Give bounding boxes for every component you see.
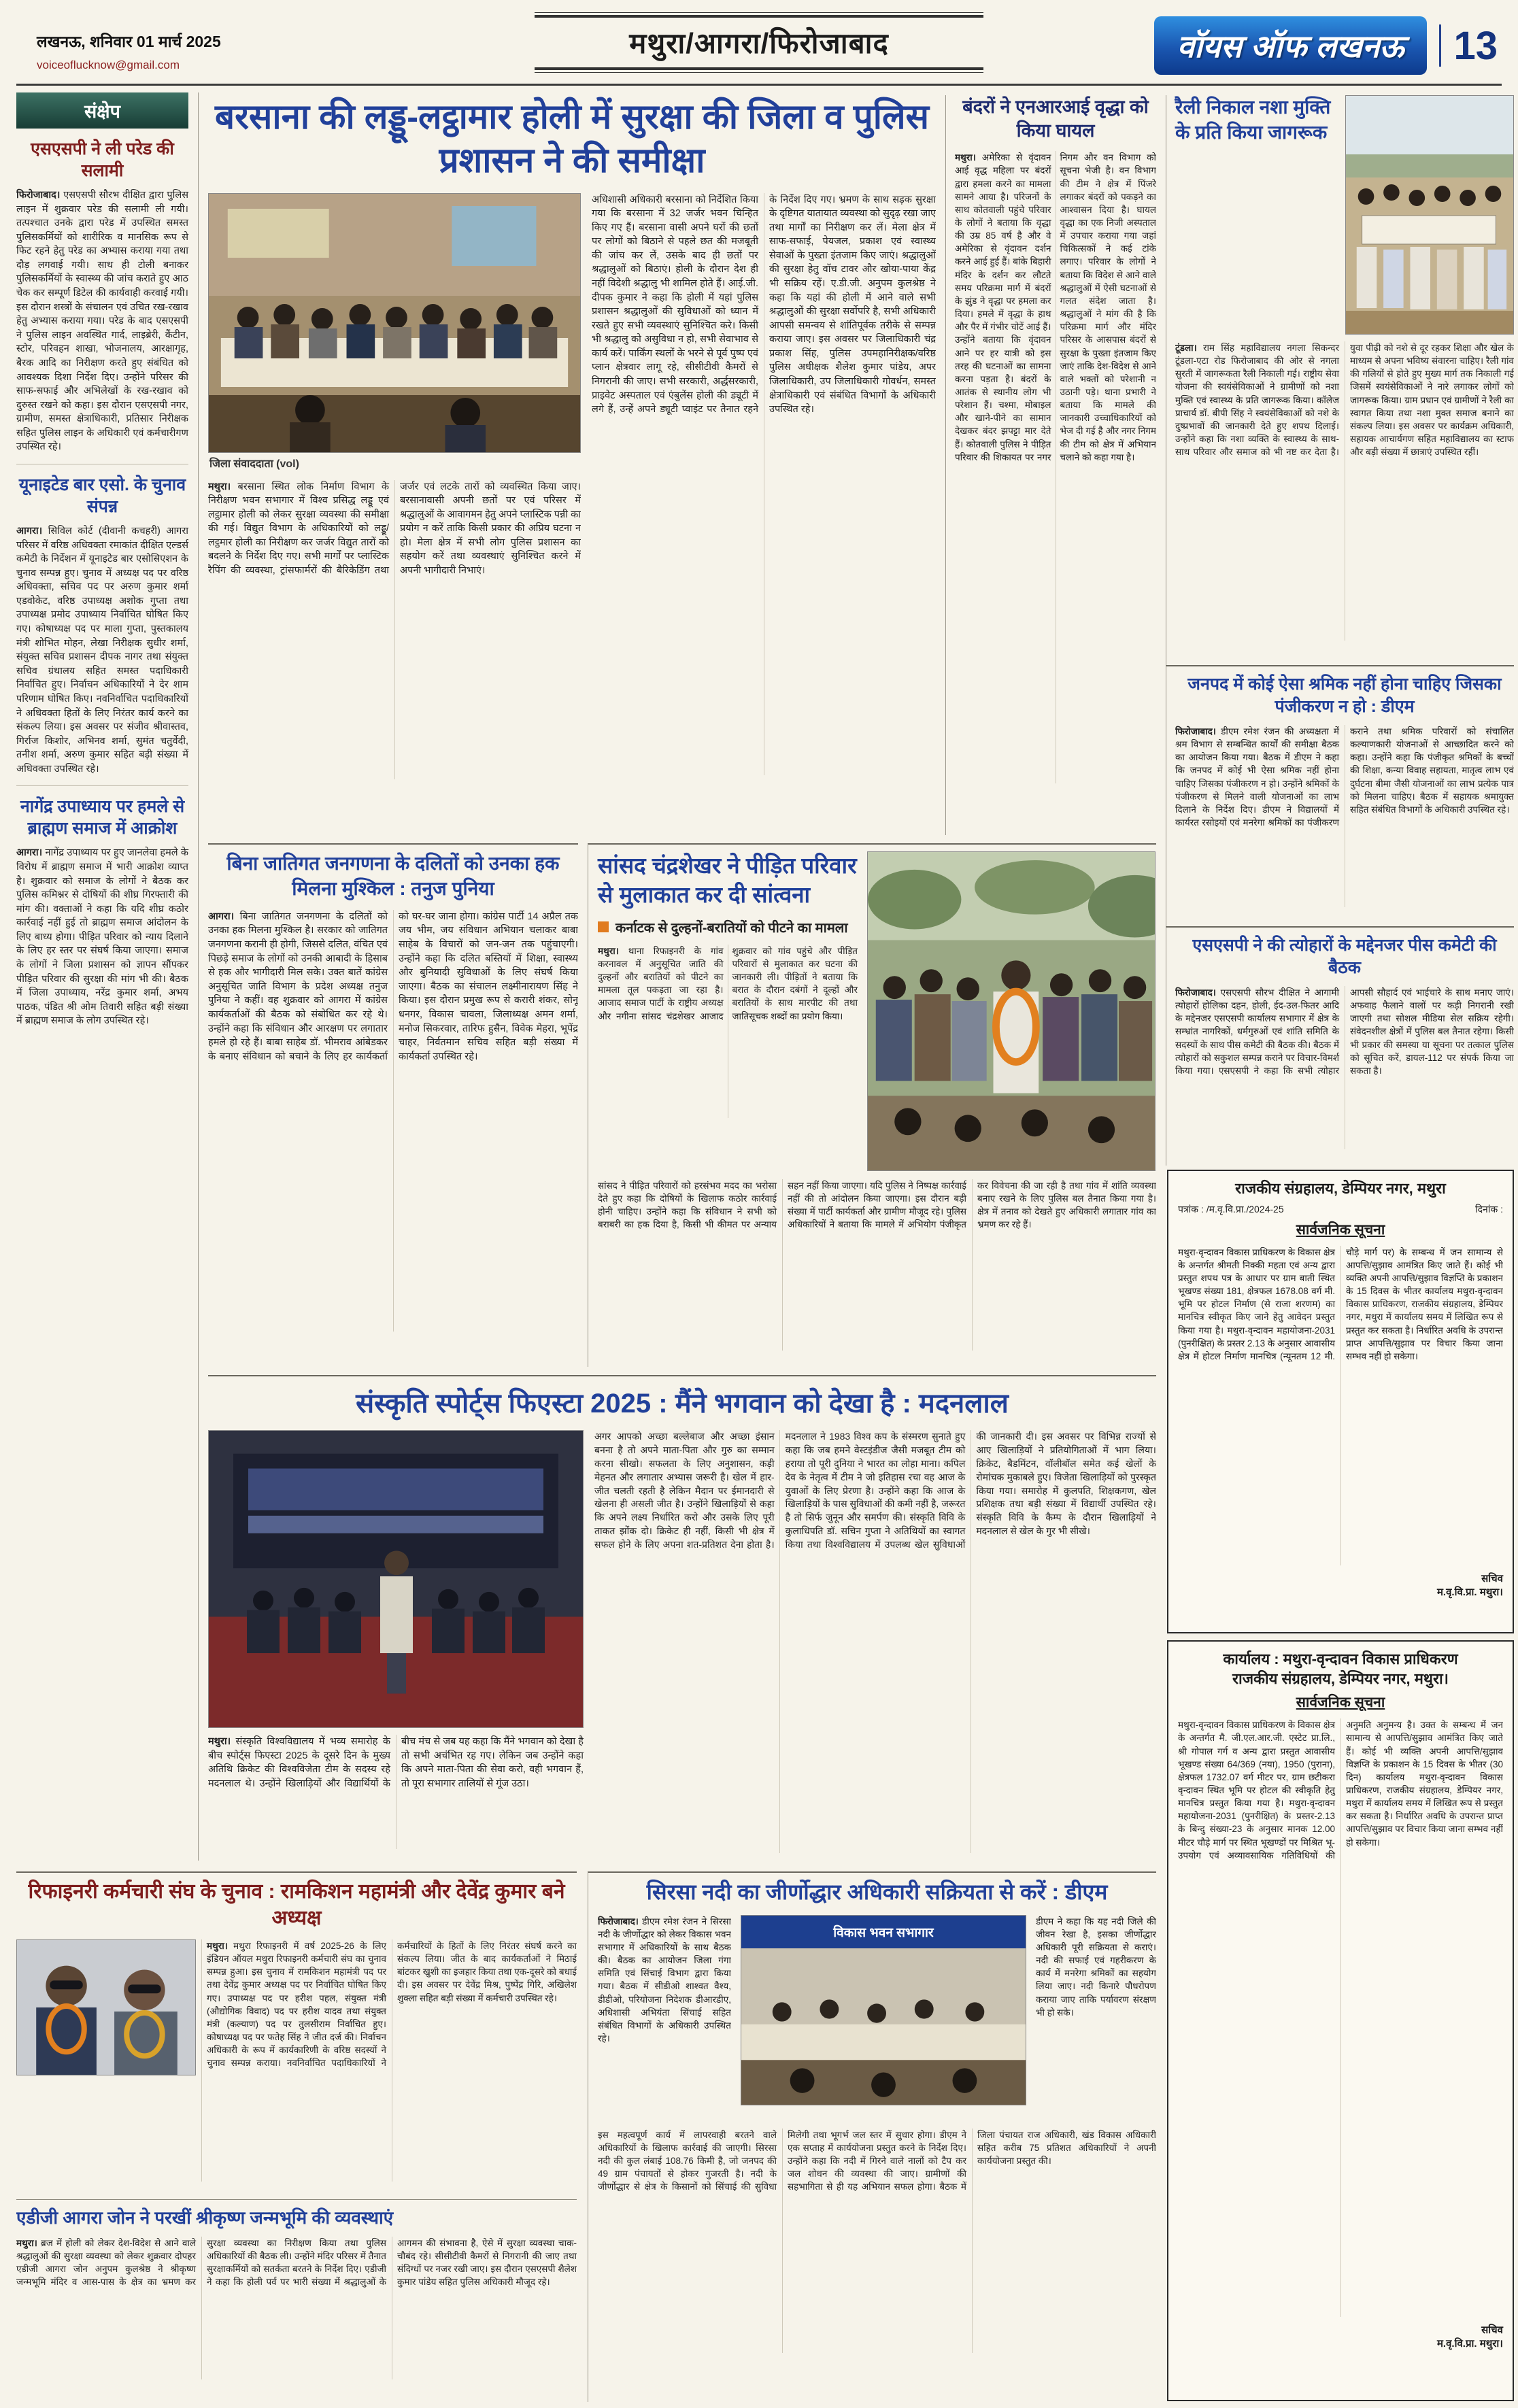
public-notice-authority [1167,1640,1514,2401]
sirsa-body-right: डीएम ने कहा कि यह नदी जिले की जीवन रेखा है, इसका जीर्णोद्धार अधिकारी पूरी सक्रियता से कराएं। नदी की सफाई एवं गहरीकरण के कार्य में मनरेगा श्रमिकों का सहयोग लिया जाए। नदी किनारे पौधरोपण कराया जाए ताकि पर्यावरण संरक्षण भी हो सके। [1036,1916,1156,2018]
briefs-section-title: संक्षेप [16,92,188,129]
chandra-crowd-photo [867,851,1156,1171]
adg-body-text: मथुरा। ब्रज में होली को लेकर देश-विदेश से आने वाले श्रद्धालुओं की सुरक्षा व्यवस्था को लेकर शुक्रवार दोपहर एडीजी आगरा जोन अनुपम कुलश्रेष्ठ ने श्रीकृष्ण जन्मभूमि मंदिर व आस-पास के क्षेत्र का भ्रमण कर सुरक्षा व्यवस्था का निरीक्षण किया तथा पुलिस अधिकारियों की बैठक ली। उन्होंने मंदिर परिसर में तैनात सुरक्षाकर्मियों को सतर्कता बरतने के निर्देश दिए। एडीजी ने कहा कि होली पर्व पर भारी संख्या में श्रद्धालुओं के आगमन की संभावना है, ऐसे में सुरक्षा व्यवस्था चाक-चौबंद रहे। सीसीटीवी कैमरों से निगरानी की जाए तथा संदिग्धों पर नजर रखी जाए। इस दौरान एसएसपी शैलेश कुमार पांडेय सहित पुलिस अधिकारी मौजूद रहे। [16,2237,577,2288]
tanuj-body-text: आगरा। बिना जातिगत जनगणना के दलितों को उनका हक मिलना मुश्किल है। सरकार को जातिगत जनगणना करानी ही होगी, जिससे दलित, वंचित एवं पिछड़े समाज के लोगों को उनकी आबादी के हिसाब से हक और भागीदारी मिल सके। उक्त बातें कांग्रेस अनुसूचित जाति विभाग के प्रदेश अध्यक्ष तनुज पुनिया ने कहीं। वह शुक्रवार को आगरा में कांग्रेस कार्यकर्ताओं की बैठक को संबोधित कर रहे थे। उन्होंने कहा कि संविधान और आरक्षण पर लगातार हमले हो रहे हैं। बाबा साहेब डॉ. भीमराव आंबेडकर के बनाए संविधान को बचाने के लिए हर कार्यकर्ता को घर-घर जाना होगा। कांग्रेस पार्टी 14 अप्रैल तक जय भीम, जय संविधान अभियान चलाकर बाबा साहेब के विचारों को जन-जन तक पहुंचाएगी। उन्होंने कहा कि दलित बस्तियों में शिक्षा, स्वास्थ्य और बुनियादी सुविधाओं के लिए संघर्ष किया जाएगा। बैठक का संचालन लक्ष्मीनारायण सिंह ने किया। इस दौरान प्रमुख रूप से करारी शंकर, सोनू धनगर, विकास चावला, जिलाध्यक्ष अमन शर्मा, मनोज सिकरवार, तारिफ हुसैन, विवेक मेहरा, भूपेंद्र चाहर, निर्वतमान सचिव सहित बड़ी संख्या में कार्यकर्ता उपस्थित रहे। [208,911,578,1062]
refinery-winners-photo [16,1939,196,2075]
chandra-kicker: कर्नाटक से दुल्हनों-बरातियों को पीटने का मामला [598,918,858,936]
rally-headline: रैली निकाल नशा मुक्ति के प्रति किया जागरूक [1175,97,1331,143]
notice-body: मथुरा-वृन्दावन विकास प्राधिकरण के विकास क्षेत्र के अन्तर्गत श्रीमती निक्की महता एवं अन्य द्वारा प्रस्तुत शपथ पत्र के आधार पर ग्राम बाती स्थित भूखण्ड संख्या 181, क्षेत्रफल 1678.08 वर्ग मी. भूमि पर होटल निर्माण (से राजा शरणम) का मानचित्र स्वीकृत किए जाने हेतु आवेदन प्रस्तुत किया गया है। मथुरा-वृन्दावन महायोजना-2031 (पुनरीक्षित) के प्रस्तर 2.13 के अनुसार आवासीय क्षेत्र में होटल निर्माण मानचित्र (न्यूनतम 12 मी. चौड़े मार्ग पर) के सम्बन्ध में जन सामान्य से आपत्ति/सुझाव आमंत्रित किए जाते हैं। कोई भी व्यक्ति अपनी आपत्ति/सुझाव विज्ञप्ति के प्रकाशन के 15 दिवस के भीतर कार्यालय मथुरा-वृन्दावन विकास प्राधिकरण, राजकीय संग्रहालय, डेम्पियर नगर, मथुरा में कार्यालय समय में लिखित रूप से प्रस्तुत कर सकता है। निर्धारित अवधि के उपरान्त प्राप्त आपत्ति/सुझाव पर विचार किया जाना सम्भव नहीं हो सकेगा। [1178,1247,1503,1361]
notice-date-label: दिनांक : [1475,1203,1503,1215]
briefs-sidebar [16,92,199,1861]
dm-labour-body-text: फिरोजाबाद। डीएम रमेश रंजन की अध्यक्षता में श्रम विभाग से सम्बन्धित कार्यों की समीक्षा बैठक का आयोजन किया गया। बैठक में डीएम ने कहा कि जनपद में कोई भी ऐसा श्रमिक नहीं होना चाहिए जिसका पंजीकरण न हो। उन्होंने श्रमिकों के पंजीकरण से मिलने वाली योजनाओं का लाभ दिलाने के निर्देश दिए। डीएम ने विद्यालयों में कार्यरत रसोइयों एवं मनरेगा श्रमिकों का पंजीकरण कराने तथा श्रमिक परिवारों को संचालित कल्याणकारी योजनाओं से आच्छादित करने को कहा। उन्होंने कहा कि पंजीकृत श्रमिकों के बच्चों की शिक्षा, कन्या विवाह सहायता, मातृत्व लाभ एवं दुर्घटना बीमा जैसी योजनाओं का लाभ प्रत्येक पात्र को मिलना चाहिए। बैठक में सहायक श्रमायुक्त सहित संबंधित विभागों के अधिकारी उपस्थित रहे। [1175,726,1514,828]
publisher-email: voiceoflucknow@gmail.com [37,58,180,71]
masthead-divider [1439,24,1441,67]
peace-body-text: फिरोजाबाद। एसएसपी सौरभ दीक्षित ने आगामी त्योहारों होलिका दहन, होली, ईद-उल-फितर आदि के मद्देनजर एसएसपी कार्यालय सभागार में क्षेत्र के सम्भ्रांत नागरिकों, धर्मगुरुओं एवं शांति समिति के सदस्यों के साथ पीस कमेटी की बैठक की। बैठक में त्योहारों को सकुशल सम्पन्न कराने पर विचार-विमर्श किया गया। एसएसपी ने कहा कि सभी त्योहार आपसी सौहार्द एवं भाईचारे के साथ मनाए जाएं। अफवाह फैलाने वालों पर कड़ी निगरानी रखी जाएगी तथा सोशल मीडिया सेल सक्रिय रहेगी। संवेदनशील क्षेत्रों में पुलिस बल तैनात रहेगा। किसी भी प्रकार की समस्या या सूचना पर तत्काल पुलिस को सूचित करें, डायल-112 पर संपर्क किया जा सकता है। [1175,987,1514,1076]
madanlal-headline: संस्कृति स्पोर्ट्स फिएस्टा 2025 : मैंने भगवान को देखा है : मदनलाल [356,1389,1009,1419]
notice-ref-number: पत्रांक : /म.वृ.वि.प्रा./2024-25 [1178,1203,1284,1215]
monkeys-body-text: मथुरा। अमेरिका से वृंदावन आई वृद्ध महिला पर बंदरों द्वारा हमला करने का मामला सामने आया है। परिजनों के साथ कोतवाली पहुंचे परिवार के लोगों ने बताया कि वृद्धा की उम्र 85 वर्ष है और वे अमेरिका से वृंदावन दर्शन करने आई हुई हैं। बांके बिहारी मंदिर के दर्शन कर लौटते समय परिक्रमा मार्ग में बंदरों के झुंड ने वृद्धा पर हमला कर दिया। हमले में वृद्धा के हाथ और पैर में गंभीर चोटें आई हैं। उन्होंने बताया कि वृंदावन आने पर हर यात्री को इस तरह की घटनाओं का सामना करना पड़ता है। बंदरों के आतंक से स्थानीय लोग भी परेशान हैं। चश्मा, मोबाइल और खाने-पीने का सामान देखकर बंदर झपट्टा मार देते हैं। कोतवाली पुलिस ने पीड़ित परिवार की शिकायत पर नगर निगम और वन विभाग को सूचना भेजी है। वन विभाग की टीम ने क्षेत्र में पिंजरे लगाकर बंदरों को पकड़ने का आश्वासन दिया है। घायल वृद्धा का एक निजी अस्पताल में उपचार कराया गया जहां चिकित्सकों ने कई टांके लगाए। परिवार के लोगों ने बताया कि विदेश से आने वाले श्रद्धालुओं में ऐसी घटनाओं से गलत संदेश जाता है। श्रद्धालुओं ने मांग की है कि परिक्रमा मार्ग और मंदिर परिसर के आसपास बंदरों से सुरक्षा के पुख्ता इंतजाम किए जाएं ताकि देश-विदेश से आने वाले भक्तों को परेशानी न उठानी पड़े। थाना प्रभारी ने बताया कि मामले की जानकारी उच्चाधिकारियों को भेज दी गई है और नगर निगम की टीम को क्षेत्र में अभियान चलाने को कहा गया है। [955,152,1156,462]
sirsa-body-left: फिरोजाबाद। डीएम रमेश रंजन ने सिरसा नदी के जीर्णोद्धार को लेकर विकास भवन सभागार में अधिकारियों के साथ बैठक की। बैठक का आयोजन जिला गंगा समिति एवं सिंचाई विभाग द्वारा किया गया। बैठक में सीडीओ शाश्वत वैश्य, डीडीओ, परियोजना निदेशक डीआरडीए, अधिशासी अभियंता सिंचाई सहित संबंधित विभागों के अधिकारी उपस्थित रहे। [598,1916,731,2044]
article-monkeys-nri [945,95,1156,835]
public-notice-museum [1167,1170,1514,1633]
notice-title: सार्वजनिक सूचना [1296,1221,1385,1238]
barsana-body-text: अधिशासी अधिकारी बरसाना को निर्देशित किया गया कि बरसाना में 32 जर्जर भवन चिन्हित किए गए हैं। बरसाना वासी अपने घरों की छतों पर लोगों को बिठाने से पहले छत की मजबूती की जांच कर लें, उसके बाद ही छतों पर श्रद्धालुओं को बिठाएं। होली के दौरान देश ही नहीं विदेशी श्रद्धालु भी शामिल होते हैं। आई.जी. दीपक कुमार ने कहा कि होली में यहां पुलिस प्रशासन श्रद्धालुओं की सुविधाओं को ध्यान में रखते हुए सभी व्यवस्थाएं सुनिश्चित करे। किसी भी श्रद्धालु को असुविधा न हो, सभी सेवाभाव से कार्य करें। पार्किंग स्थलों के भरने से पूर्व पुष्प एवं प्लान क्षेत्रवार लागू रहे, सीसीटीवी कैमरों से निगरानी की जाए। सभी सरकारी, अर्द्धसरकारी, प्राइवेट अस्पताल एवं एंबुलेंस होली की ड्यूटी में लगे हैं, उन्हें अपने ड्यूटी प्वाइंट पर तैनात रहने के निर्देश दिए गए। भ्रमण के साथ सड़क सुरक्षा के दृष्टिगत यातायात व्यवस्था को सुदृढ़ रखा जाए तथा मार्गों का निरीक्षण कर लें। मेला क्षेत्र में साफ-सफाई, पेयजल, प्रकाश एवं स्वास्थ्य सेवाओं के पुख्ता इंतजाम किए जाएं। श्रद्धालुओं की सुरक्षा हेतु वॉच टावर और खोया-पाया केंद्र भी सक्रिय रहें। ए.डी.जी. अनुपम कुलश्रेष्ठ ने कहा कि यहां की होली में आने वाले सभी श्रद्धालुओं की सुरक्षा सर्वोपरि है, सभी अधिकारी आपसी समन्वय से शांतिपूर्वक तरीके से सम्पन्न कराया जाए। इस अवसर पर जिलाधिकारी चंद्र प्रकाश सिंह, पुलिस उपमहानिरीक्षक/वरिष्ठ पुलिस अधीक्षक शैलेश कुमार पांडेय, अपर जिलाधिकारी, उप जिलाधिकारी गोवर्धन, समस्त क्षेत्राधिकारी एवं संबंधित विभागों के अधिकारी उपस्थित रहे। [592,194,936,416]
notice-signature: सचिव म.वृ.वि.प्रा. मथुरा। [1436,1572,1503,1598]
chandra-body-text: सांसद ने पीड़ित परिवारों को हरसंभव मदद का भरोसा देते हुए कहा कि दोषियों के खिलाफ कठोर कार्रवाई होनी चाहिए। उन्होंने कहा कि संविधान ने सभी को बराबरी का हक दिया है, किसी भी कीमत पर अन्याय सहन नहीं किया जाएगा। यदि पुलिस ने निष्पक्ष कार्रवाई नहीं की तो आंदोलन किया जाएगा। इस दौरान बड़ी संख्या में पार्टी कार्यकर्ता और ग्रामीण मौजूद रहे। पुलिस अधिकारियों ने बताया कि मामले में अभियोग पंजीकृत कर विवेचना की जा रही है तथा गांव में शांति व्यवस्था बनाए रखने के लिए पुलिस बल तैनात किया गया है। क्षेत्र में तनाव को देखते हुए अधिकारी लगातार गांव का भ्रमण कर रहे हैं। [598,1181,1156,1230]
brief-article-brahmin-protest [16,796,188,1038]
page-number: 13 [1453,23,1498,68]
section-title-rule-box [535,12,983,73]
refinery-headline: रिफाइनरी कर्मचारी संघ के चुनाव : रामकिशन महामंत्री और देवेंद्र कुमार बने अध्यक्ष [28,1880,565,1929]
brief-body: आगरा। सिविल कोर्ट (दीवानी कचहरी) आगरा परिसर में वरिष्ठ अधिवक्ता रमाकांत दीक्षित एल्डर्स कमेटी के निर्देशन में यूनाइटेड बार एसोसिएशन के चुनाव सम्पन्न हुए। चुनाव में अध्यक्ष पद पर वरिष्ठ अधिवक्ता, सचिव पद पर अरुण कुमार शर्मा एडवोकेट, वरिष्ठ उपाध्यक्ष अशोक गुप्ता तथा उपाध्यक्ष प्रमोद उपाध्याय निर्वाचित घोषित किए गए। कोषाध्यक्ष पद पर माला गुप्ता, पुस्तकालय मंत्री शोभित मोहन, लेखा निरीक्षक सुधीर शर्मा, संयुक्त सचिव प्रशासन दीपक नागर तथा संयुक्त सचिव ग्रंथालय सहित समस्त पदाधिकारी निर्वाचित हुए। निर्वाचन अधिकारियों ने देर शाम परिणाम घोषित किए। नवनिर्वाचित पदाधिकारियों ने अधिवक्ता हितों के लिए निरंतर कार्य करने का संकल्प लिया। इस अवसर पर संजीव श्रीवास्तव, गिर्राज किशोर, अभिनव शर्मा, सुमंत चतुर्वेदी, तनीश शर्मा, अरुण कुमार सहित बड़ी संख्या में अधिवक्ता उपस्थित रहे। [16,525,189,775]
date-line: लखनऊ, शनिवार 01 मार्च 2025 [37,33,221,50]
rally-photo [1345,95,1514,335]
article-peace-committee [1166,926,1514,1166]
tanuj-headline: बिना जातिगत जनगणना के दलितों को उनका हक मिलना मुश्किल : तनुज पुनिया [226,853,560,899]
brief-article-ssp-parade [16,138,188,464]
notice-org-line2: राजकीय संग्रहालय, डेम्पियर नगर, मथुरा। [1232,1669,1449,1687]
barsana-photo-caption: जिला संवाददाता (vol) [209,458,299,470]
page-header [16,7,1502,86]
article-sports-fiesta-madanlal [208,1375,1156,1862]
notice-body: मथुरा-वृन्दावन विकास प्राधिकरण के विकास क्षेत्र के अन्तर्गत मै. जी.एल.आर.जी. एस्टेट प्रा.लि., श्री गोपाल गर्ग व अन्य द्वारा प्रस्तुत आवासीय भूखण्ड संख्या 64/369 (नया), 1950 (पुराना), क्षेत्रफल 1732.07 वर्ग मीटर पर, ग्राम छटीकरा वृन्दावन स्थित भूमि पर होटल की स्वीकृति हेतु मानचित्र प्रस्तुत किया गया है। मथुरा-वृन्दावन महायोजना-2031 (पुनरीक्षित) के प्रस्तर-2.13 के बिन्दु संख्या-23 के अनुसार मानक 12.00 मीटर चौड़े मार्ग पर स्थित भूखण्डों पर मिश्रित भू-उपयोग एवं अव्यावसायिक गतिविधियों की अनुमति अनुमन्य है। उक्त के सम्बन्ध में जन सामान्य से आपत्ति/सुझाव आमंत्रित किए जाते हैं। कोई भी व्यक्ति अपनी आपत्ति/सुझाव विज्ञप्ति के प्रकाशन के 15 दिवस के भीतर (30 दिन) कार्यालय मथुरा-वृन्दावन विकास प्राधिकरण, राजकीय संग्रहालय, डेम्पियर नगर, मथुरा में कार्यालय समय में लिखित रूप से प्रस्तुत कर सकता है। निर्धारित अवधि के उपरान्त प्राप्त आपत्ति/सुझाव पर विचार किया जाना सम्भव नहीं हो सकेगा। [1178,1720,1503,1861]
brief-body: फिरोजाबाद। एसएसपी सौरभ दीक्षित द्वारा पुलिस लाइन में शुक्रवार परेड की सलामी ली गयी। तत्पश्चात उनके द्वारा परेड में उपस्थित समस्त पुलिसकर्मियों को शारीरिक व मानसिक रूप से फिट रहने हेतु परेड का अभ्यास कराया गया तथा दौड़ लगवाई गयी। साथ ही टोली बनाकर पुलिसकर्मियों के स्वास्थ्य की जांच कराते हुए आठ चेक कर सम्पूर्ण डिटेल की कार्यवाही करवाई गयी। इस दौरान शस्त्रों के संचालन एवं उचित रख-रखाव हेतु अभ्यास कराया गया। परेड के बाद एसएसपी ने पुलिस लाइन अवस्थित गार्द, लाइब्रेरी, कैंटीन, स्टोर, परिवहन शाखा, भोजनालय, आरक्षागृह, बैरक आदि का निरीक्षण करते हुए संबंधित को आवश्यक दिशा निर्देश दिए। उन्होंने परिसर की साफ-सफाई और अभिलेखों के रख-रखाव को दुरुस्त रखने को कहा। इस दौरान एसएसपी नगर, ग्रामीण, समस्त क्षेत्राधिकारी, प्रतिसार निरीक्षक सहित पुलिस लाइन के अधिकारी एवं कर्मचारीगण उपस्थित रहे। [16,190,189,453]
adg-headline: एडीजी आगरा जोन ने परखीं श्रीकृष्ण जन्मभूमि की व्यवस्थाएं [16,2207,394,2228]
notice-org-line1: कार्यालय : मथुरा-वृन्दावन विकास प्राधिकरण [1223,1650,1458,1667]
notice-signature: सचिव म.वृ.वि.प्रा. मथुरा। [1436,2324,1503,2350]
brief-headline: एसएसपी ने ली परेड की सलामी [31,139,174,180]
peace-headline: एसएसपी ने की त्योहारों के मद्देनजर पीस कमेटी की बैठक [1192,936,1497,977]
monkeys-headline: बंदरों ने एनआरआई वृद्धा को किया घायल [962,97,1149,141]
article-barsana-holi-review [208,95,936,839]
refinery-body-text: मथुरा। मथुरा रिफाइनरी में वर्ष 2025-26 के लिए इंडियन ऑयल मथुरा रिफाइनरी कर्मचारी संघ का चुनाव सम्पन्न हुआ। इस चुनाव में रामकिशन महामंत्री पद पर तथा देवेंद्र कुमार अध्यक्ष पद पर निर्वाचित घोषित किए गए। उपाध्यक्ष पद पर हरीश पहल, संयुक्त मंत्री (औद्योगिक विवाद) पद पर हरीश यादव तथा संयुक्त मंत्री (कल्याण) पद पर तुलसीराम निर्वाचित हुए। कोषाध्यक्ष पद पर फतेह सिंह ने जीत दर्ज की। निर्वाचन अधिकारी के रूप में कार्यकारिणी के वरिष्ठ सदस्यों ने चुनाव सम्पन्न कराया। नवनिर्वाचित पदाधिकारियों ने कर्मचारियों के हितों के लिए निरंतर संघर्ष करने का संकल्प लिया। जीत के बाद कार्यकर्ताओं ने मिठाई बांटकर खुशी का इजहार किया तथा एक-दूसरे को बधाई दी। इस अवसर पर देवेंद्र मिश्र, पुष्पेंद्र गिरि, अखिलेश शुक्ला सहित बड़ी संख्या में कर्मचारी उपस्थित रहे। [16,1939,577,2182]
section-title: मथुरा/आगरा/फिरोजाबाद [535,15,983,70]
article-sirsa-river [588,1871,1156,2402]
barsana-headline: बरसाना की लड्डू-लट्ठामार होली में सुरक्षा की जिला व पुलिस प्रशासन ने की समीक्षा [214,97,930,180]
brief-headline: नागेंद्र उपाध्याय पर हमले से ब्राह्मण समाज में आक्रोश [20,797,185,838]
sirsa-photo-banner: विकास भवन सभागार [741,1916,1026,1948]
madanlal-lead-text: मथुरा। संस्कृति विश्वविद्यालय में भव्य समारोह के बीच स्पोर्ट्स फिएस्टा 2025 के दूसरे दिन के मुख्य अतिथि क्रिकेट की विश्वविजेता टीम के सदस्य रहे मदनलाल थे। उन्होंने खिलाड़ियों और विद्यार्थियों के बीच मंच से जब यह कहा कि मैंने भगवान को देखा है तो सभी अचंभित रह गए। लेकिन जब उन्होंने कहा कि अपने माता-पिता की सेवा करो, वही भगवान हैं, तो पूरा सभागार तालियों से गूंज उठा। [208,1736,584,1789]
chandra-headline: सांसद चंद्रशेखर ने पीड़ित परिवार से मुलाकात कर दी सांत्वना [598,853,857,907]
barsana-lead-text: मथुरा। बरसाना स्थित लोक निर्माण विभाग के निरीक्षण भवन सभागार में विश्व प्रसिद्ध लड्डू एवं लट्ठामार होली को लेकर सुरक्षा व्यवस्था की समीक्षा की गई। विद्युत विभाग के अधिकारियों को लड्डू/लट्ठमार होली का निरीक्षण कर जर्जर विद्युत तारों को बदलने के निर्देश दिए गए। सभी मार्गों पर प्लास्टिक रैपिंग की व्यवस्था, ट्रांसफार्मरों की बैरिकेडिंग तथा जर्जर एवं लटके तारों को व्यवस्थित किया जाए। बरसानावासी अपनी छतों पर एवं परिसर में श्रद्धालुओं के आवागमन हेतु अपने प्लास्टिक पन्नी का प्रयोग न करें ताकि किसी प्रकार की अप्रिय घटना न हो। मेला क्षेत्र में सभी लोग पुलिस प्रशासन का सहयोग करें तथा व्यवस्थाएं सुनिश्चित करने में अपनी भागीदारी निभाएं। [208,481,581,576]
kicker-bullet-icon [598,921,609,932]
madanlal-body-text: अगर आपको अच्छा बल्लेबाज और अच्छा इंसान बनना है तो अपने माता-पिता और गुरु का सम्मान करना सीखो। सफलता के लिए अनुशासन, कड़ी मेहनत और लगातार अभ्यास जरूरी है। खेल में हार-जीत चलती रहती है लेकिन मैदान पर ईमानदारी से खेलना ही असली जीत है। उन्होंने खिलाड़ियों से कहा कि अपने लक्ष्य निर्धारित करो और उसके लिए पूरी ताकत झोंक दो। क्रिकेट ही नहीं, किसी भी क्षेत्र में सफल होने के लिए अपना शत-प्रतिशत देना होता है। मदनलाल ने 1983 विश्व कप के संस्मरण सुनाते हुए कहा कि जब हमने वेस्टइंडीज जैसी मजबूत टीम को हराया तो पूरी दुनिया ने भारत का लोहा माना। कपिल देव के नेतृत्व में टीम ने जो इतिहास रचा वह आज के युवाओं के लिए प्रेरणा है। उन्होंने कहा कि आज के खिलाड़ियों के पास सुविधाओं की कमी नहीं है, जरूरत है तो सिर्फ जुनून और समर्पण की। संस्कृति विवि के कुलाधिपति डॉ. सचिन गुप्ता ने अतिथियों का स्वागत किया तथा विश्वविद्यालय में उपलब्ध खेल सुविधाओं की जानकारी दी। इस अवसर पर विभिन्न राज्यों से आए खिलाड़ियों ने प्रतियोगिताओं में भाग लिया। क्रिकेट, बैडमिंटन, वॉलीबॉल समेत कई खेलों के रोमांचक मुकाबले हुए। विजेता खिलाड़ियों को पुरस्कृत किया गया। समारोह में कुलपति, शिक्षकगण, खेल प्रशिक्षक तथा बड़ी संख्या में विद्यार्थी उपस्थित रहे। संस्कृति विवि के कैम्प के दौरान खिलाड़ियों ने मदनलाल से खेल के गुर भी सीखे। [594,1431,1156,1550]
article-refinery-union-election [16,1871,577,2190]
chandra-body-intro: मथुरा। थाना रिफाइनरी के गांव करनावल में अनुसूचित जाति की दुल्हनों और बरातियों को पीटने का मामला तूल पकड़ता जा रहा है। आजाद समाज पार्टी के राष्ट्रीय अध्यक्ष और नगीना सांसद चंद्रशेखर आजाद शुक्रवार को गांव पहुंचे और पीड़ित परिवारों से मुलाकात कर घटना की जानकारी ली। पीड़ितों ने बताया कि बरात के दौरान दबंगों ने दूल्हों और बरातियों के साथ मारपीट की तथा जातिसूचक शब्दों का प्रयोग किया। [598,945,858,1021]
brief-article-bar-election [16,474,188,786]
article-rally-awareness [1166,95,1514,665]
dm-labour-headline: जनपद में कोई ऐसा श्रमिक नहीं होना चाहिए जिसका पंजीकरण न हो : डीएम [1187,675,1502,716]
brief-headline: यूनाइटेड बार एसो. के चुनाव संपन्न [18,475,186,516]
article-adg-janmabhoomi [16,2199,577,2403]
article-chandrashekhar-visit [588,843,1156,1367]
notice-org: राजकीय संग्रहालय, डेम्पियर नगर, मथुरा [1235,1180,1446,1197]
sirsa-meeting-photo [741,1915,1026,2105]
rally-body-text: टूंडला। राम सिंह महाविद्यालय नगला सिकन्दर टूंडला-एटा रोड फिरोजाबाद की ओर से नगला सुरती में जागरूकता रैली निकाली गई। राष्ट्रीय सेवा योजना की स्वयंसेविकाओं ने ग्रामीणों को नशा मुक्ति एवं स्वास्थ्य के प्रति जागरूक किया। कॉलेज प्राचार्य डॉ. बीपी सिंह ने स्वयंसेविकाओं को नशे के दुष्प्रभावों की जानकारी देते हुए शपथ दिलाई। उन्होंने कहा कि नशा व्यक्ति के स्वास्थ्य के साथ-साथ परिवार और समाज को भी नष्ट कर देता है। युवा पीढ़ी को नशे से दूर रहकर शिक्षा और खेल के माध्यम से अपना भविष्य संवारना चाहिए। रैली गांव की गलियों से होते हुए मुख्य मार्ग तक निकाली गई जिसमें स्वयंसेविकाओं ने नारे लगाकर लोगों को जागरूक किया। ग्राम प्रधान एवं ग्रामीणों ने रैली का स्वागत किया तथा नशा मुक्त समाज बनाने का संकल्प लिया। इस अवसर पर कार्यक्रम अधिकारी, सहायक आचार्यगण सहित महाविद्यालय का स्टाफ और बड़ी संख्या में छात्राएं उपस्थित रहीं। [1175,343,1514,458]
sirsa-headline: सिरसा नदी का जीर्णोद्धार अधिकारी सक्रियता से करें : डीएम [646,1880,1108,1904]
masthead-block [1154,16,1498,75]
article-dm-labour-registration [1166,665,1514,926]
madanlal-stage-photo [208,1430,584,1728]
notice-title: सार्वजनिक सूचना [1296,1695,1385,1711]
brief-body: आगरा। नागेंद्र उपाध्याय पर हुए जानलेवा हमले के विरोध में ब्राह्मण समाज में भारी आक्रोश व्याप्त है। शुक्रवार को समाज के लोगों ने बैठक कर पुलिस कमिश्नर से दोषियों की शीघ्र गिरफ्तारी की मांग की। वक्ताओं ने कहा कि यदि शीघ्र कठोर कार्रवाई नहीं हुई तो ब्राह्मण समाज आंदोलन के लिए बाध्य होगा। पीड़ित परिवार को न्याय दिलाने के लिए हर स्तर पर संघर्ष किया जाएगा। समाज के लोगों ने जिला प्रशासन को ज्ञापन सौंपकर पीड़ित परिवार की सुरक्षा की मांग भी की। बैठक में जिला उपाध्याय, नरेंद्र कुमार शर्मा, अभय पाठक, पंडित श्री ओम तिवारी सहित बड़ी संख्या में ब्राह्मण समाज के लोग उपस्थित रहे। [16,847,189,1027]
article-tanuj-punia [208,843,578,1367]
masthead-logo: वॉयस ऑफ लखनऊ [1154,16,1428,75]
sirsa-body-bottom: इस महत्वपूर्ण कार्य में लापरवाही बरतने वाले अधिकारियों के खिलाफ कार्रवाई की जाएगी। सिरसा नदी की कुल लंबाई 108.76 किमी है, जो जनपद की 49 ग्राम पंचायतों से होकर गुजरती है। नदी के जीर्णोद्धार से क्षेत्र के किसानों को सिंचाई की सुविधा मिलेगी तथा भूगर्भ जल स्तर में सुधार होगा। डीएम ने एक सप्ताह में कार्ययोजना प्रस्तुत करने के निर्देश दिए। उन्होंने कहा कि नदी में गिरने वाले नालों को टैप कर जल शोधन की व्यवस्था की जाए। ग्रामीणों की सहभागिता से ही यह अभियान सफल होगा। बैठक में जिला पंचायत राज अधिकारी, खंड विकास अधिकारी सहित करीब 75 प्रतिशत अधिकारियों ने अपनी कार्ययोजना प्रस्तुत की। [598,2129,1156,2192]
barsana-meeting-photo [208,193,581,453]
